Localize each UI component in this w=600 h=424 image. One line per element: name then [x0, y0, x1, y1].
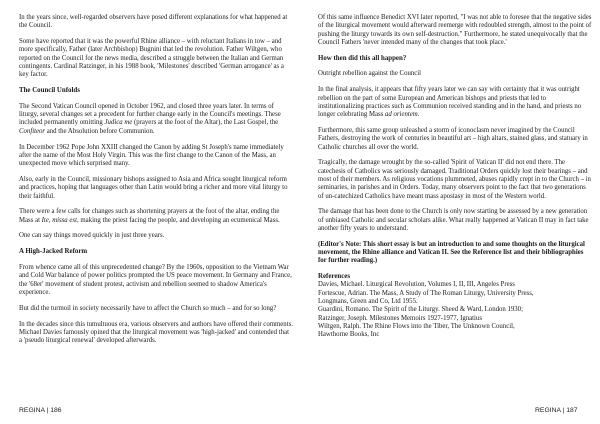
- paragraph: Of this same influence Benedict XVI later reported, "I was not able to foresee that the negative sides of the liturgical movement would afterward reemerge with redoubled strength, almost to the point of pushing the liturgy towards its own self-destruction." Furthermore, he stated unequivocally that the Council Fathers 'never intended many of the changes that took place.': [318, 14, 592, 46]
- reference-line: Wiltgen, Ralph. The Rhine Flows into the Tiber, The Unknown Council,: [318, 322, 515, 330]
- italic-term: Ite, missa est: [41, 216, 77, 224]
- paragraph: [318, 86, 592, 119]
- paragraph: But did the turmoil in society necessarily have to affect the Church so much – and for so long?: [19, 304, 277, 312]
- text-run: The Second Vatican Council opened in October 1962, and closed three years later. In terms of liturgy, several changes set a precedent for further change early in the Council's meetings. These included permanently omitting: [19, 102, 281, 127]
- section-heading-council-unfolds: The Council Unfolds: [19, 87, 80, 95]
- text-run: (prayers at the foot of the Altar), the Last Gospel, the: [132, 119, 279, 127]
- text-run: and the Absolution before Communion.: [45, 127, 155, 135]
- text-run: In the final analysis, it appears that fifty years later we can say with certainty that it was outright rebellion on the part of some European and American bishops and priests that led to institutionalizing practices such as Communion received standing and in the hand, and priests no longer celebrating Mass: [318, 86, 582, 119]
- paragraph: [19, 103, 293, 136]
- page-footer-right: REGINA | 187: [535, 407, 578, 414]
- right-page-column: [318, 14, 592, 340]
- paragraph: Outright rebellion against the Council: [318, 70, 422, 78]
- paragraph: [19, 208, 293, 225]
- text-run: , making the priest facing the people, and developing an ecumenical Mass.: [76, 216, 280, 224]
- italic-term: Confiteor: [19, 127, 46, 135]
- paragraph: In the decades since this tumultuous era, various observers and authors have offered their comments. Michael Davies famously opined that the liturgical movement was 'high-jacked' and contended that a 'pseudo liturgical renewal' developed afterwards.: [19, 320, 293, 345]
- reference-line: Fortescue, Adrian. The Mass, A Study of The Roman Liturgy, University Press,: [318, 289, 534, 297]
- paragraph: One can say things moved quickly in just three years.: [19, 232, 165, 240]
- paragraph: Tragically, the damage wrought by the so-called 'Spirit of Vatican II' did not end there. The catechesis of Catholics was seriously damaged. Traditional Orders quickly lost their bearings – and most of their members. As religious vocations plummeted, abuses rapidly crept in to the Church – in seminaries, in parishes and in Orders. Today, many observers point to the fact that two generations of un-catechized Catholics have meant mass apostasy in most of the Western world.: [318, 159, 591, 200]
- editors-note: [318, 241, 592, 266]
- paragraph: Some have reported that it was the powerful Rhine alliance – with reluctant Italians in tow – and more specifically, Father (later Archbishop) Bugnini that led the revolution. Father Wiltgen, who reported on the Council for the news media, described a struggle between the Italian and German contingents. Cardinal Ratzinger, in his 1988 book, 'Milestones' described 'German arrogance' as a key factor.: [19, 38, 284, 79]
- reference-line: Longmans, Green and Co, Ltd 1955.: [318, 298, 418, 306]
- paragraph: In December 1962 Pope John XXIII changed the Canon by adding St Joseph's name immediately after the name of the Most Holy Virgin. This was the first change to the Canon of the Mass, an unexpected move which surprised many.: [19, 143, 284, 168]
- italic-term: ad orientem.: [385, 111, 420, 119]
- page-footer-left: REGINA | 186: [19, 407, 62, 414]
- reference-line: Davies, Michael. Liturgical Revolution, Volumes I, II, III, Angeles Press: [318, 281, 515, 289]
- text-run: There were a few calls for changes such as shortening prayers at the foot of the altar, ending the Mass at: [19, 208, 280, 224]
- section-heading-how-did-this-happen: How then did this all happen?: [318, 54, 407, 62]
- references-heading: References: [318, 273, 351, 281]
- editors-note-text: This short essay is but an introduction to and some thoughts on the liturgical movement, the Rhine alliance and Vatican II. See the Reference list and their bibliographies for further reading.): [318, 240, 585, 265]
- reference-line: Guardini, Romano. The Spirit of the Liturgy. Sheed & Ward, London 1930;: [318, 306, 523, 314]
- reference-line: Hawthorne Books, Inc: [318, 331, 380, 339]
- paragraph: In the years since, well-regarded observers have posed different explanations for what happened at the Council.: [19, 14, 288, 30]
- references-list: [318, 281, 592, 339]
- paragraph: Furthermore, this same group unleashed a storm of iconoclasm never imagined by the Council Fathers, destroying the work of centuries in beautiful art – high altars, stained glass, and statuary in Catholic churches all over the world.: [318, 126, 588, 151]
- left-page-column: [19, 14, 293, 353]
- paragraph: From whence came all of this unprecedented change? By the 1960s, opposition to the Vietnam War and Cold War balance of power politics prompted the US peace movement. In Germany and France, the '68er' movement of student protest, activism and rebellion seemed to shadow America's experience.: [19, 264, 292, 296]
- paragraph: The damage that has been done to the Church is only now starting be assessed by a new generation of unbiased Catholic and secular scholars alike. What really happened at Vatican II may in fact take another fifty years to understand.: [318, 208, 589, 232]
- section-heading-high-jacked-reform: A High-Jacked Reform: [19, 248, 88, 256]
- reference-line: Ratzinger, Joseph. Milestones Memoirs 1927-1977, Ignatius: [318, 314, 482, 322]
- italic-term: Judica me: [104, 119, 133, 127]
- paragraph: Also, early in the Council, missionary bishops assigned to Asia and Africa sought liturgical reform and practices, hoping that languages other than Latin would bring a richer and more vital liturgy to their faithful.: [19, 175, 288, 200]
- editors-note-label: (Editor's Note:: [318, 240, 362, 248]
